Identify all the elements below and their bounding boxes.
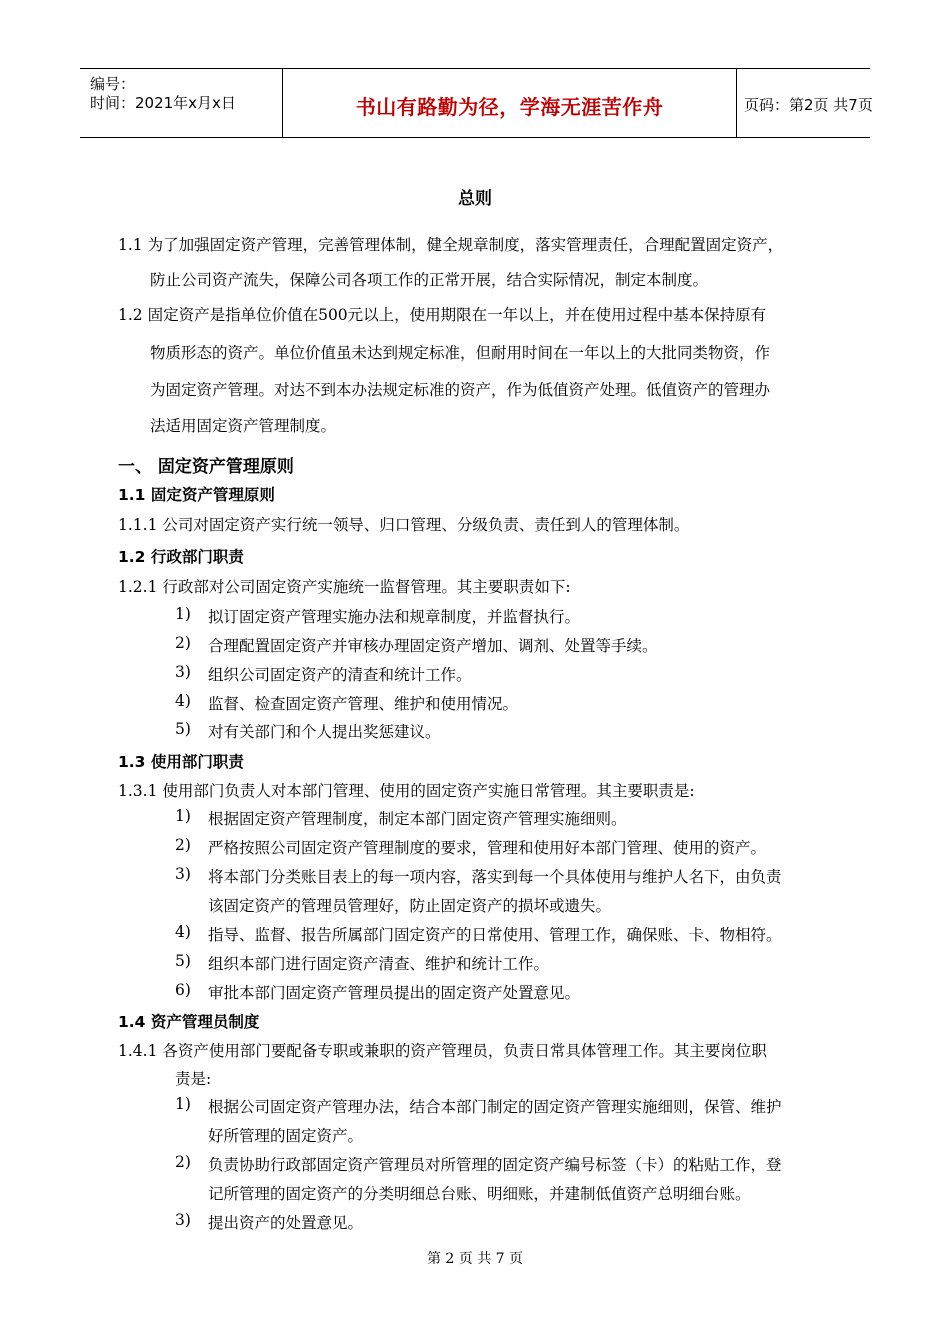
header-left-cell (80, 69, 282, 137)
list-item-number: 3) (175, 1211, 191, 1229)
list-item-text: 负责协助行政部固定资产管理员对所管理的固定资产编号标签（卡）的粘贴工作，登 (208, 1156, 782, 1174)
list-item-text: 组织公司固定资产的清查和统计工作。 (208, 666, 472, 684)
list-item-text: 根据固定资产管理制度，制定本部门固定资产管理实施细则。 (208, 810, 627, 828)
page-footer: 第 2 页 共 7 页 (426, 1251, 524, 1267)
header-page-code: 页码：第2页 共7页 (744, 96, 873, 114)
subsection-heading-1-4: 1.4 资产管理员制度 (118, 1013, 260, 1031)
list-item-text: 合理配置固定资产并审核办理固定资产增加、调剂、处置等手续。 (208, 637, 658, 655)
list-item-text: 拟订固定资产管理实施办法和规章制度，并监督执行。 (208, 608, 581, 626)
list-item-number: 5) (175, 720, 191, 738)
list-item-number: 2) (175, 836, 191, 854)
list-item-text: 根据公司固定资产管理办法，结合本部门制定的固定资产管理实施细则，保管、维护 (208, 1098, 782, 1116)
intro-1-line-2: 防止公司资产流失，保障公司各项工作的正常开展，结合实际情况，制定本制度。 (150, 271, 709, 289)
list-item-number: 4) (175, 692, 191, 710)
list-item-number: 3) (175, 865, 191, 883)
intro-2-line-2: 物质形态的资产。单位价值虽未达到规定标准，但耐用时间在一年以上的大批同类物资，作 (150, 344, 771, 362)
list-item-text-continued: 该固定资产的管理员管理好，防止固定资产的损坏或遗失。 (208, 897, 612, 915)
paragraph-1-4-1: 1.4.1 各资产使用部门要配备专职或兼职的资产管理员，负责日常具体管理工作。其主要岗位职 (118, 1042, 767, 1060)
doc-number-label: 编号： (90, 75, 136, 93)
document-header (80, 68, 873, 138)
header-center-cell (282, 69, 737, 137)
list-item-text: 严格按照公司固定资产管理制度的要求，管理和使用好本部门管理、使用的资产。 (208, 839, 767, 857)
list-item-number: 1) (175, 807, 191, 825)
list-item-number: 4) (175, 923, 191, 941)
intro-2-line-4: 法适用固定资产管理制度。 (150, 417, 337, 435)
list-item-text: 监督、检查固定资产管理、维护和使用情况。 (208, 695, 519, 713)
list-item-number: 6) (175, 981, 191, 999)
list-item-number: 2) (175, 1153, 191, 1171)
list-item-text: 将本部门分类账目表上的每一项内容，落实到每一个具体使用与维护人名下，由负责 (208, 868, 782, 886)
intro-2-line-3: 为固定资产管理。对达不到本办法规定标准的资产，作为低值资产处理。低值资产的管理办 (150, 381, 771, 399)
paragraph-1-4-1-continued: 责是: (175, 1070, 212, 1088)
subsection-heading-1-2: 1.2 行政部门职责 (118, 548, 244, 566)
list-item-text: 指导、监督、报告所属部门固定资产的日常使用、管理工作，确保账、卡、物相符。 (208, 926, 782, 944)
subsection-heading-1-3: 1.3 使用部门职责 (118, 753, 244, 771)
list-item-text-continued: 记所管理的固定资产的分类明细总台账、明细账，并建制低值资产总明细台账。 (208, 1185, 751, 1203)
intro-2-line-1: 1.2 固定资产是指单位价值在500元以上，使用期限在一年以上，并在使用过程中基本保持原有 (118, 306, 767, 324)
list-item-text: 提出资产的处置意见。 (208, 1214, 364, 1232)
list-item-number: 1) (175, 1095, 191, 1113)
section-heading: 一、 固定资产管理原则 (118, 457, 294, 477)
paragraph-1-3-1: 1.3.1 使用部门负责人对本部门管理、使用的固定资产实施日常管理。其主要职责是: (118, 782, 695, 800)
header-right-cell (735, 69, 873, 137)
list-item-text-continued: 好所管理的固定资产。 (208, 1127, 364, 1145)
list-item-number: 3) (175, 663, 191, 681)
list-item-number: 5) (175, 952, 191, 970)
list-item-text: 对有关部门和个人提出奖惩建议。 (208, 723, 441, 741)
list-item-number: 2) (175, 634, 191, 652)
page-title: 总则 (458, 189, 492, 209)
list-item-text: 审批本部门固定资产管理员提出的固定资产处置意见。 (208, 984, 581, 1002)
paragraph-1-2-1: 1.2.1 行政部对公司固定资产实施统一监督管理。其主要职责如下: (118, 578, 571, 596)
intro-1-line-1: 1.1 为了加强固定资产管理，完善管理体制，健全规章制度，落实管理责任，合理配置固定资产， (118, 236, 784, 254)
paragraph-1-1-1: 1.1.1 公司对固定资产实行统一领导、归口管理、分级负责、责任到人的管理体制。 (118, 516, 690, 534)
subsection-heading-1-1: 1.1 固定资产管理原则 (118, 486, 275, 504)
list-item-text: 组织本部门进行固定资产清查、维护和统计工作。 (208, 955, 550, 973)
header-motto: 书山有路勤为径，学海无涯苦作舟 (355, 95, 664, 119)
list-item-number: 1) (175, 605, 191, 623)
doc-time-label: 时间：2021年x月x日 (90, 94, 236, 112)
